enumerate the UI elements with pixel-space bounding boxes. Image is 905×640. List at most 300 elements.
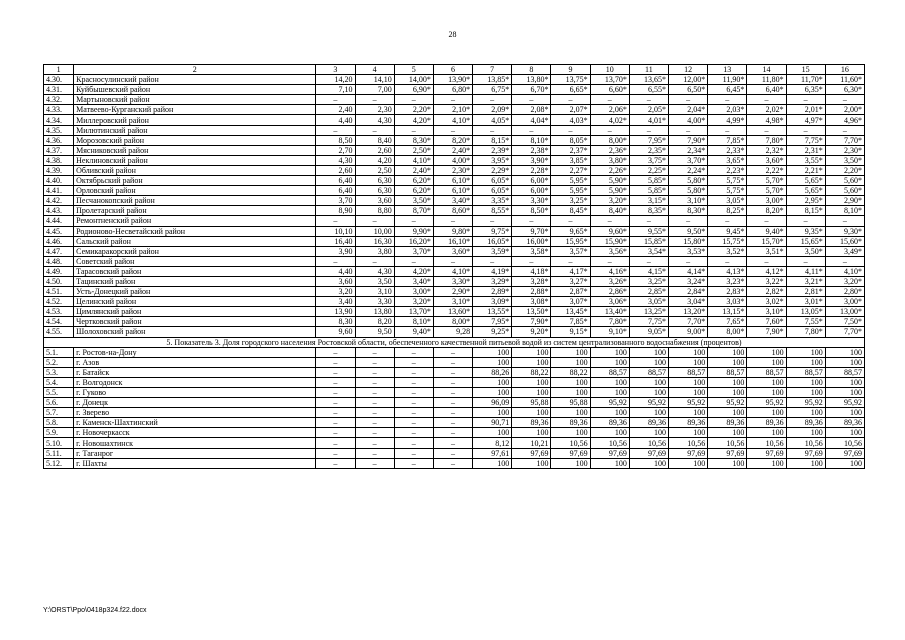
table-row [44, 125, 865, 135]
column-header: 6 [433, 65, 472, 75]
value-cell: 4,10* [433, 115, 472, 125]
row-number: 5.7. [44, 408, 74, 418]
row-number: 4.33. [44, 105, 74, 115]
value-cell: 14,00* [394, 75, 433, 85]
value-cell: – [512, 125, 551, 135]
value-cell: – [669, 95, 708, 105]
table-row [44, 75, 865, 85]
value-cell: 5,85* [629, 186, 668, 196]
column-header: 2 [74, 65, 316, 75]
column-header: 8 [512, 65, 551, 75]
value-cell: 100 [590, 458, 629, 468]
value-cell: 100 [590, 377, 629, 387]
value-cell: 6,00* [512, 186, 551, 196]
row-number: 4.51. [44, 287, 74, 297]
value-cell: 2,90* [825, 196, 864, 206]
value-cell: 13,60* [433, 307, 472, 317]
value-cell: – [512, 256, 551, 266]
table-row [44, 276, 865, 286]
value-cell: 100 [669, 458, 708, 468]
value-cell: 3,40 [316, 297, 355, 307]
value-cell: 100 [551, 428, 590, 438]
value-cell: – [708, 256, 747, 266]
value-cell: 4,40 [316, 115, 355, 125]
value-cell: 7,75* [786, 135, 825, 145]
value-cell: 2,30* [433, 165, 472, 175]
value-cell: 9,10* [590, 327, 629, 337]
value-cell: 2,89* [473, 287, 512, 297]
table-row [44, 287, 865, 297]
value-cell: 89,36 [708, 418, 747, 428]
value-cell: 9,05* [629, 327, 668, 337]
value-cell: 2,25* [629, 165, 668, 175]
value-cell: – [355, 458, 394, 468]
value-cell: 100 [786, 347, 825, 357]
value-cell: 2,03* [708, 105, 747, 115]
value-cell: 15,90* [590, 236, 629, 246]
value-cell: 2,35* [629, 145, 668, 155]
value-cell: – [512, 216, 551, 226]
value-cell: – [394, 256, 433, 266]
value-cell: 9,40* [394, 327, 433, 337]
value-cell: 4,10* [825, 266, 864, 276]
column-header: 9 [551, 65, 590, 75]
value-cell: – [316, 398, 355, 408]
value-cell: 2,87* [551, 287, 590, 297]
value-cell: 13,40* [590, 307, 629, 317]
row-number: 5.9. [44, 428, 74, 438]
value-cell: 96,09 [473, 398, 512, 408]
value-cell: 4,20* [394, 266, 433, 276]
value-cell: – [590, 125, 629, 135]
value-cell: 5,80* [669, 176, 708, 186]
value-cell: 2,23* [708, 165, 747, 175]
value-cell: 3,20* [590, 196, 629, 206]
value-cell: 4,17* [551, 266, 590, 276]
value-cell: 90,71 [473, 418, 512, 428]
value-cell: 8,05* [551, 135, 590, 145]
row-number: 4.53. [44, 307, 74, 317]
value-cell: 6,40 [316, 176, 355, 186]
value-cell: 100 [590, 357, 629, 367]
value-cell: 100 [708, 428, 747, 438]
value-cell: 15,65* [786, 236, 825, 246]
value-cell: – [786, 256, 825, 266]
value-cell: 100 [512, 458, 551, 468]
table-row [44, 145, 865, 155]
value-cell: 7,95* [629, 135, 668, 145]
value-cell: 3,52* [708, 246, 747, 256]
value-cell: 15,70* [747, 236, 786, 246]
value-cell: 10,56 [669, 438, 708, 448]
value-cell: 4,03* [551, 115, 590, 125]
column-header: 4 [355, 65, 394, 75]
value-cell: 7,60* [747, 317, 786, 327]
value-cell: 3,00* [747, 196, 786, 206]
value-cell: 3,70* [394, 246, 433, 256]
value-cell: 4,12* [747, 266, 786, 276]
table-row [44, 226, 865, 236]
row-number: 5.12. [44, 458, 74, 468]
value-cell: 16,20* [394, 236, 433, 246]
indicator-table [43, 64, 865, 469]
value-cell: – [355, 125, 394, 135]
table-row [44, 297, 865, 307]
table-row [44, 165, 865, 175]
row-name: Куйбышевский район [74, 85, 316, 95]
value-cell: 100 [786, 377, 825, 387]
value-cell: 15,95* [551, 236, 590, 246]
value-cell: 100 [590, 408, 629, 418]
value-cell: 100 [551, 357, 590, 367]
value-cell: 9,15* [551, 327, 590, 337]
value-cell: 5,70* [747, 176, 786, 186]
row-number: 4.38. [44, 155, 74, 165]
value-cell: 4,99* [708, 115, 747, 125]
value-cell: 2,37* [551, 145, 590, 155]
value-cell: 2,26* [590, 165, 629, 175]
value-cell: 7,70* [669, 317, 708, 327]
value-cell: – [551, 125, 590, 135]
value-cell: 6,20* [394, 186, 433, 196]
value-cell: 100 [669, 357, 708, 367]
value-cell: 2,20* [825, 165, 864, 175]
value-cell: 88,26 [473, 367, 512, 377]
value-cell: 2,60 [316, 165, 355, 175]
value-cell: 2,09* [473, 105, 512, 115]
value-cell: 3,50* [825, 155, 864, 165]
value-cell: 100 [708, 458, 747, 468]
value-cell: 4,97* [786, 115, 825, 125]
value-cell: 2,81* [786, 287, 825, 297]
value-cell: – [316, 418, 355, 428]
value-cell: 6,50* [669, 85, 708, 95]
value-cell: 7,80* [747, 135, 786, 145]
value-cell: – [433, 388, 472, 398]
value-cell: 5,60* [825, 176, 864, 186]
value-cell: 10,56 [590, 438, 629, 448]
row-number: 4.55. [44, 327, 74, 337]
row-name: Матвеево-Курганский район [74, 105, 316, 115]
value-cell: 100 [747, 357, 786, 367]
value-cell: 9,28 [433, 327, 472, 337]
value-cell: 4,10* [394, 155, 433, 165]
value-cell: 100 [629, 458, 668, 468]
value-cell: – [394, 448, 433, 458]
value-cell: 3,53* [669, 246, 708, 256]
value-cell: 2,34* [669, 145, 708, 155]
value-cell: 95,92 [669, 398, 708, 408]
value-cell: 97,69 [512, 448, 551, 458]
value-cell: – [355, 428, 394, 438]
value-cell: 3,00* [394, 287, 433, 297]
section-title: 5. Показатель 3. Доля городского населения Ростовской области, обеспеченного качественной питьевой водой из систем централизованного водоснабжения (процентов) [44, 337, 865, 347]
value-cell: – [394, 408, 433, 418]
value-cell: 3,21* [786, 276, 825, 286]
row-name: г. Азов [74, 357, 316, 367]
row-number: 4.37. [44, 145, 74, 155]
value-cell: 10,56 [551, 438, 590, 448]
value-cell: 13,70* [394, 307, 433, 317]
value-cell: 8,25* [708, 206, 747, 216]
value-cell: 3,56* [590, 246, 629, 256]
table-row [44, 418, 865, 428]
row-name: г. Новошахтинск [74, 438, 316, 448]
value-cell: 100 [629, 408, 668, 418]
value-cell: 4,20 [355, 155, 394, 165]
value-cell: 6,10* [433, 176, 472, 186]
value-cell: – [394, 428, 433, 438]
value-cell: 3,05* [708, 196, 747, 206]
value-cell: – [433, 347, 472, 357]
table-row [44, 186, 865, 196]
value-cell: 6,65* [551, 85, 590, 95]
value-cell: 6,05* [473, 176, 512, 186]
value-cell: 100 [512, 428, 551, 438]
value-cell: 5,65* [786, 186, 825, 196]
value-cell: – [316, 367, 355, 377]
value-cell: 100 [669, 377, 708, 387]
value-cell: 3,51* [747, 246, 786, 256]
row-number: 4.40. [44, 176, 74, 186]
value-cell: 5,85* [629, 176, 668, 186]
value-cell: – [355, 256, 394, 266]
value-cell: 10,21 [512, 438, 551, 448]
value-cell: 100 [825, 428, 864, 438]
value-cell: – [825, 125, 864, 135]
value-cell: 4,30 [355, 115, 394, 125]
value-cell: 2,27* [551, 165, 590, 175]
value-cell: 8,12 [473, 438, 512, 448]
value-cell: 100 [786, 357, 825, 367]
row-number: 5.5. [44, 388, 74, 398]
value-cell: 9,60 [316, 327, 355, 337]
table-row [44, 95, 865, 105]
value-cell: 9,90* [394, 226, 433, 236]
table-row [44, 357, 865, 367]
value-cell: – [433, 398, 472, 408]
value-cell: 3,20 [316, 287, 355, 297]
value-cell: 97,61 [473, 448, 512, 458]
row-name: Октябрьский район [74, 176, 316, 186]
value-cell: 100 [590, 347, 629, 357]
value-cell: 5,90* [590, 176, 629, 186]
value-cell: 2,85* [629, 287, 668, 297]
value-cell: 3,10* [669, 196, 708, 206]
value-cell: – [355, 377, 394, 387]
value-cell: 5,95* [551, 186, 590, 196]
value-cell: – [355, 418, 394, 428]
value-cell: 3,05* [629, 297, 668, 307]
value-cell: 4,18* [512, 266, 551, 276]
value-cell: 100 [786, 408, 825, 418]
value-cell: – [433, 216, 472, 226]
value-cell: 9,55* [629, 226, 668, 236]
value-cell: 89,36 [669, 418, 708, 428]
table-row [44, 246, 865, 256]
value-cell: – [433, 357, 472, 367]
value-cell: – [433, 95, 472, 105]
value-cell: – [316, 95, 355, 105]
value-cell: – [433, 448, 472, 458]
row-name: г. Батайск [74, 367, 316, 377]
value-cell: 97,69 [825, 448, 864, 458]
table-row [44, 347, 865, 357]
value-cell: 2,88* [512, 287, 551, 297]
value-cell: 9,45* [708, 226, 747, 236]
value-cell: 10,00 [355, 226, 394, 236]
value-cell: 2,82* [747, 287, 786, 297]
value-cell: 6,00* [512, 176, 551, 186]
row-name: г. Ростов-на-Дону [74, 347, 316, 357]
value-cell: 12,00* [669, 75, 708, 85]
value-cell: 2,36* [590, 145, 629, 155]
value-cell: 8,20* [433, 135, 472, 145]
value-cell: 9,65* [551, 226, 590, 236]
value-cell: 3,80 [355, 246, 394, 256]
value-cell: 7,85* [708, 135, 747, 145]
row-name: Ремонтненский район [74, 216, 316, 226]
value-cell: 7,70* [825, 135, 864, 145]
value-cell: – [551, 216, 590, 226]
table-row [44, 307, 865, 317]
value-cell: 2,40 [316, 105, 355, 115]
value-cell: – [433, 256, 472, 266]
value-cell: 100 [747, 408, 786, 418]
value-cell: 3,70 [316, 196, 355, 206]
value-cell: 14,20 [316, 75, 355, 85]
table-row [44, 317, 865, 327]
value-cell: – [708, 125, 747, 135]
row-name: Цимлянский район [74, 307, 316, 317]
value-cell: 13,75* [551, 75, 590, 85]
value-cell: – [629, 125, 668, 135]
value-cell: 3,90 [316, 246, 355, 256]
value-cell: 2,50 [355, 165, 394, 175]
value-cell: 6,35* [786, 85, 825, 95]
value-cell: – [669, 125, 708, 135]
value-cell: 6,70* [512, 85, 551, 95]
value-cell: – [316, 438, 355, 448]
value-cell: 5,95* [551, 176, 590, 186]
value-cell: – [512, 95, 551, 105]
value-cell: 11,90* [708, 75, 747, 85]
value-cell: 3,28* [512, 276, 551, 286]
value-cell: 3,60 [316, 276, 355, 286]
value-cell: 8,30* [394, 135, 433, 145]
value-cell: 7,75* [629, 317, 668, 327]
value-cell: 100 [669, 347, 708, 357]
value-cell: 2,10* [433, 105, 472, 115]
value-cell: 100 [629, 347, 668, 357]
value-cell: 8,50 [316, 135, 355, 145]
value-cell: 2,40* [394, 165, 433, 175]
value-cell: – [394, 95, 433, 105]
value-cell: – [394, 458, 433, 468]
value-cell: 100 [629, 377, 668, 387]
value-cell: 100 [669, 388, 708, 398]
value-cell: 88,57 [669, 367, 708, 377]
value-cell: – [316, 357, 355, 367]
value-cell: – [355, 388, 394, 398]
row-name: г. Донецк [74, 398, 316, 408]
value-cell: – [629, 216, 668, 226]
value-cell: 89,36 [786, 418, 825, 428]
value-cell: 100 [473, 357, 512, 367]
value-cell: 3,10 [355, 287, 394, 297]
row-number: 4.48. [44, 256, 74, 266]
value-cell: 100 [786, 458, 825, 468]
value-cell: 100 [747, 377, 786, 387]
value-cell: – [629, 256, 668, 266]
value-cell: 3,24* [669, 276, 708, 286]
value-cell: 4,04* [512, 115, 551, 125]
value-cell: 3,27* [551, 276, 590, 286]
value-cell: 2,80* [825, 287, 864, 297]
value-cell: 4,19* [473, 266, 512, 276]
row-name: Миллеровский район [74, 115, 316, 125]
table-row [44, 367, 865, 377]
value-cell: 3,30 [355, 297, 394, 307]
value-cell: 8,50* [512, 206, 551, 216]
value-cell: – [433, 408, 472, 418]
value-cell: 4,96* [825, 115, 864, 125]
value-cell: 89,36 [747, 418, 786, 428]
value-cell: 3,35* [473, 196, 512, 206]
row-name: Орловский район [74, 186, 316, 196]
value-cell: 8,10* [394, 317, 433, 327]
value-cell: 6,45* [708, 85, 747, 95]
table-row [44, 105, 865, 115]
row-name: г. Новочеркасск [74, 428, 316, 438]
value-cell: 3,03* [708, 297, 747, 307]
value-cell: 16,30 [355, 236, 394, 246]
value-cell: 3,00* [825, 297, 864, 307]
value-cell: 8,00* [590, 135, 629, 145]
value-cell: – [433, 367, 472, 377]
value-cell: – [394, 418, 433, 428]
value-cell: – [316, 377, 355, 387]
row-name: г. Каменск-Шахтинский [74, 418, 316, 428]
value-cell: – [316, 388, 355, 398]
table-row [44, 256, 865, 266]
value-cell: 8,00* [433, 317, 472, 327]
value-cell: 4,11* [786, 266, 825, 276]
value-cell: 6,90* [394, 85, 433, 95]
value-cell: – [394, 388, 433, 398]
value-cell: 3,08* [512, 297, 551, 307]
value-cell: 13,85* [473, 75, 512, 85]
value-cell: 3,04* [669, 297, 708, 307]
table-row [44, 438, 865, 448]
value-cell: – [473, 256, 512, 266]
value-cell: – [316, 428, 355, 438]
value-cell: 97,69 [590, 448, 629, 458]
value-cell: – [669, 216, 708, 226]
value-cell: 14,10 [355, 75, 394, 85]
value-cell: – [355, 357, 394, 367]
value-cell: 3,50* [786, 246, 825, 256]
value-cell: 100 [473, 347, 512, 357]
value-cell: – [355, 448, 394, 458]
value-cell: 10,10 [316, 226, 355, 236]
value-cell: 3,01* [786, 297, 825, 307]
row-number: 5.6. [44, 398, 74, 408]
value-cell: – [433, 125, 472, 135]
row-name: Шолоховский район [74, 327, 316, 337]
value-cell: – [473, 95, 512, 105]
value-cell: 2,05* [629, 105, 668, 115]
